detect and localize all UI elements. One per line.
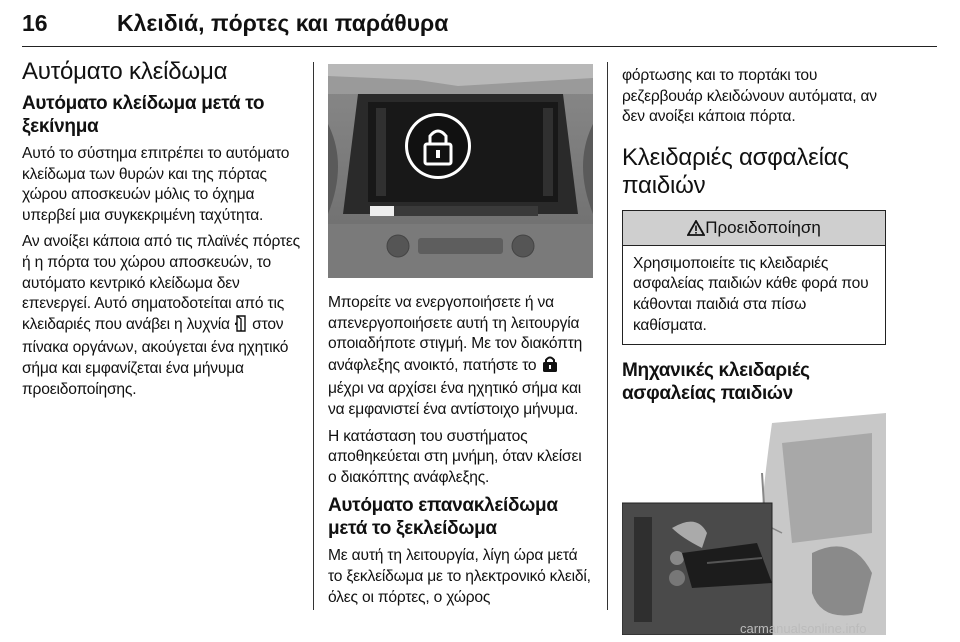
chapter-title: Κλειδιά, πόρτες και παράθυρα — [117, 10, 449, 36]
column-2 — [328, 64, 593, 614]
warning-title: Προειδοποίηση — [705, 217, 821, 237]
column-1 — [22, 58, 304, 406]
page-number: 16 — [22, 10, 48, 36]
warning-triangle-icon — [687, 214, 705, 248]
section-title-auto-lock: Αυτόματο κλείδωμα — [22, 58, 228, 85]
warning-box — [622, 210, 886, 345]
subsection-title-mechanical-child-locks: Μηχανικές κλειδαριές ασφαλείας παιδιών — [622, 360, 810, 405]
section-title-child-locks: Κλειδαριές ασφαλείας παιδιών — [622, 143, 849, 199]
text-fragment: Αν ανοίξει κάποια από τις πλαϊνές πόρτες ή η πόρτα του χώρου αποσκευών, το αυτόματο κεντρικό κλείδωμα δεν επενεργεί. Αυτό σηματοδοτείται από τις κλειδαριές που ανάβει η λυχνία — [22, 233, 300, 333]
paragraph-auto-lock: Αυτό το σύστημα επιτρέπει το αυτόματο κλείδωμα των θυρών και της πόρτας χώρου αποσκευών μόλις το όχημα υπερβεί μια συγκεκριμένη ταχύτητα. — [22, 145, 290, 224]
column-divider — [313, 62, 314, 610]
door-open-icon — [234, 315, 248, 339]
warning-header — [623, 211, 885, 246]
text-fragment: μέχρι να αρχίσει ένα ηχητικό σήμα και να εμφανιστεί ένα αντίστοιχο μήνυμα. — [328, 380, 582, 418]
child-lock-figure — [622, 413, 886, 640]
paragraph-auto-lock-conditions — [22, 232, 304, 400]
paragraph-auto-relock-cont: φόρτωσης και το πορτάκι του ρεζερβουάρ κλειδώνουν αυτόματα, αν δεν ανοίξει κάποια πόρτα. — [622, 67, 877, 126]
text-fragment: στον πίνακα οργάνων, ακούγεται ένα ηχητικό σήμα και εμφανίζεται ένα μήνυμα προειδοποίησης. — [22, 315, 289, 398]
warning-text: Χρησιμοποιείτε τις κλειδαριές ασφαλείας παιδιών κάθε φορά που κάθονται παιδιά στα πίσω καθίσματα. — [633, 254, 869, 334]
text-fragment: Μπορείτε να ενεργοποιήσετε ή να απενεργοποιήσετε αυτή τη λειτουργία οποιαδήποτε στιγμή. Με τον διακόπτη ανάφλεξης ανοικτό, πατήστε το — [328, 294, 583, 374]
watermark: carmanualsonline.info — [740, 621, 867, 636]
paragraph-memory: Η κατάσταση του συστήματος αποθηκεύεται στη μνήμη, όταν κλείσει ο διακόπτης ανάφλεξης. — [328, 427, 582, 486]
page-header — [22, 4, 937, 47]
column-3 — [622, 66, 886, 640]
paragraph-auto-relock: Με αυτή τη λειτουργία, λίγη ώρα μετά το ξεκλείδωμα με το ηλεκτρονικό κλειδί, όλες οι πόρτες, ο χώρος — [328, 547, 591, 606]
dashboard-lock-button-figure — [328, 64, 593, 283]
paragraph-toggle-function — [328, 293, 593, 421]
subsection-title-auto-relock: Αυτόματο επανακλείδωμα μετά το ξεκλείδωμα — [328, 495, 558, 540]
subsection-title-auto-lock-after-start: Αυτόματο κλείδωμα μετά το ξεκίνημα — [22, 93, 265, 137]
lock-icon — [541, 355, 559, 380]
column-divider — [607, 62, 608, 610]
